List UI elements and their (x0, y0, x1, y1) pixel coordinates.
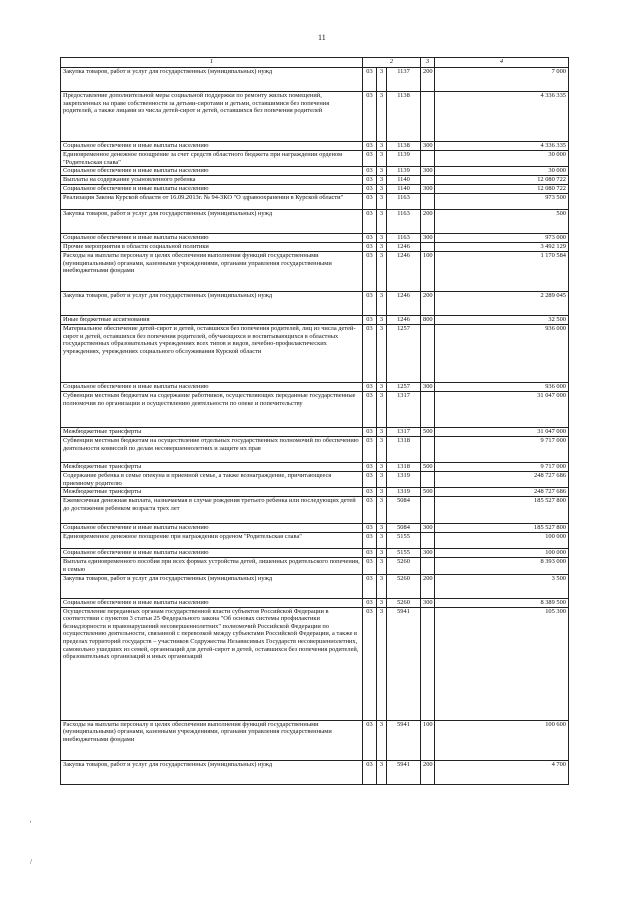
row-amount: 185 527 800 (435, 497, 569, 524)
table-row (61, 316, 569, 325)
row-amount: 936 000 (435, 383, 569, 392)
row-name: Социальное обеспечение и иные выплаты населению (61, 549, 363, 558)
table-row (61, 234, 569, 243)
row-amount: 2 289 045 (435, 292, 569, 316)
row-name: Расходы на выплаты персоналу в целях обеспечения выполнения функций государственными (муниципальными) органами, казенными учреждениями, органами управления государственными внебюджетными фондами (61, 720, 363, 760)
row-name: Расходы на выплаты персоналу в целях обеспечения выполнения функций государственными (муниципальными) органами, казенными учреждениями, органами управления государственными внебюджетными фондами (61, 252, 363, 292)
row-expense-type (421, 497, 435, 524)
row-section: 03 (363, 558, 377, 574)
table-row (61, 574, 569, 598)
row-subsection: 3 (377, 533, 387, 549)
table-row (61, 428, 569, 437)
row-target-article: 5084 (387, 524, 421, 533)
table-row (61, 524, 569, 533)
row-target-article: 5260 (387, 598, 421, 607)
row-target-article: 5155 (387, 533, 421, 549)
row-subsection: 3 (377, 252, 387, 292)
table-row (61, 92, 569, 142)
header-row (61, 58, 569, 68)
row-section: 03 (363, 574, 377, 598)
margin-mark: / (30, 858, 32, 866)
row-amount: 9 717 000 (435, 463, 569, 472)
row-amount: 8 393 000 (435, 558, 569, 574)
row-expense-type: 300 (421, 142, 435, 151)
row-amount: 7 000 (435, 68, 569, 92)
row-name: Социальное обеспечение и иные выплаты населению (61, 234, 363, 243)
row-subsection: 3 (377, 574, 387, 598)
table-row (61, 558, 569, 574)
row-section: 03 (363, 68, 377, 92)
row-expense-type (421, 243, 435, 252)
table-row (61, 185, 569, 194)
table-row (61, 176, 569, 185)
table-row (61, 392, 569, 428)
row-target-article: 1319 (387, 488, 421, 497)
row-name: Социальное обеспечение и иные выплаты населению (61, 167, 363, 176)
row-name: Осуществление переданных органам государственной власти субъектов Российской Федерации в соответствии с пунктом 3 статьи 25 Федерального закона "Об основах системы профилактики безнадзорности и правонарушений несовершеннолетних" полномочий Российской Федерации по осуществлению деятельности, связанной с перевозкой между субъектами Российской Федерации, а также в пределах территорий государств – участников Содружества Независимых Государств несовершеннолетних, самовольно ушедших из семей, организаций для детей-сирот и детей, оставшихся без попечения родителей, образовательных организаций и иных организаций (61, 607, 363, 720)
row-name: Единовременное денежное поощрение за счет средств областного бюджета при награждении орденом "Родительская слава" (61, 151, 363, 167)
row-subsection: 3 (377, 210, 387, 234)
row-section: 03 (363, 497, 377, 524)
row-section: 03 (363, 428, 377, 437)
row-expense-type: 500 (421, 463, 435, 472)
row-name: Выплата единовременного пособия при всех формах устройства детей, лишенных родительского попечения, в семью (61, 558, 363, 574)
row-target-article: 1140 (387, 185, 421, 194)
row-amount: 1 170 584 (435, 252, 569, 292)
row-target-article: 5941 (387, 607, 421, 720)
row-expense-type (421, 533, 435, 549)
row-target-article: 1317 (387, 428, 421, 437)
table-row (61, 292, 569, 316)
row-name: Закупка товаров, работ и услуг для государственных (муниципальных) нужд (61, 210, 363, 234)
row-section: 03 (363, 292, 377, 316)
table-row (61, 463, 569, 472)
table-row (61, 760, 569, 784)
row-section: 03 (363, 167, 377, 176)
row-section: 03 (363, 437, 377, 463)
row-amount: 3 492 129 (435, 243, 569, 252)
row-target-article: 1246 (387, 316, 421, 325)
row-subsection: 3 (377, 325, 387, 383)
row-amount: 3 500 (435, 574, 569, 598)
row-amount: 248 727 686 (435, 472, 569, 488)
row-amount: 185 527 800 (435, 524, 569, 533)
row-section: 03 (363, 383, 377, 392)
row-subsection: 3 (377, 524, 387, 533)
row-section: 03 (363, 392, 377, 428)
row-amount: 973 000 (435, 234, 569, 243)
row-expense-type (421, 151, 435, 167)
row-amount: 4 700 (435, 760, 569, 784)
row-name: Закупка товаров, работ и услуг для государственных (муниципальных) нужд (61, 574, 363, 598)
row-section: 03 (363, 243, 377, 252)
row-amount: 973 500 (435, 194, 569, 210)
row-name: Ежемесячная денежная выплата, назначаемая в случае рождения третьего ребенка или последующих детей до достижения ребенком возраста трех лет (61, 497, 363, 524)
row-section: 03 (363, 607, 377, 720)
row-amount: 31 047 000 (435, 392, 569, 428)
row-target-article: 1246 (387, 243, 421, 252)
row-subsection: 3 (377, 142, 387, 151)
row-name: Межбюджетные трансферты (61, 463, 363, 472)
row-subsection: 3 (377, 598, 387, 607)
row-target-article: 1318 (387, 463, 421, 472)
header-col-4: 4 (435, 58, 569, 68)
row-section: 03 (363, 524, 377, 533)
row-target-article: 1319 (387, 472, 421, 488)
row-expense-type: 200 (421, 68, 435, 92)
row-expense-type: 300 (421, 185, 435, 194)
row-target-article: 5084 (387, 497, 421, 524)
row-target-article: 1163 (387, 210, 421, 234)
table-body (61, 68, 569, 785)
row-amount: 12 080 722 (435, 176, 569, 185)
row-expense-type: 100 (421, 720, 435, 760)
table-row (61, 68, 569, 92)
row-amount: 31 047 000 (435, 428, 569, 437)
row-target-article: 5941 (387, 720, 421, 760)
row-target-article: 1140 (387, 176, 421, 185)
row-name: Прочие мероприятия в области социальной политики (61, 243, 363, 252)
row-expense-type (421, 194, 435, 210)
row-expense-type (421, 325, 435, 383)
table-row (61, 720, 569, 760)
row-name: Социальное обеспечение и иные выплаты населению (61, 142, 363, 151)
row-target-article: 1246 (387, 252, 421, 292)
row-name: Предоставление дополнительной меры социальной поддержки по ремонту жилых помещений, закрепленных на праве собственности за детьми-сиротами и детьми, оставшимися без попечения родителей, а также лицами из числа детей-сирот и детей, оставшихся без попечения родителей (61, 92, 363, 142)
row-expense-type: 200 (421, 574, 435, 598)
row-section: 03 (363, 185, 377, 194)
row-section: 03 (363, 598, 377, 607)
row-target-article: 1318 (387, 437, 421, 463)
header-col-3: 3 (421, 58, 435, 68)
row-subsection: 3 (377, 151, 387, 167)
row-target-article: 1163 (387, 194, 421, 210)
row-name: Субвенции местным бюджетам на содержание работников, осуществляющих переданные государственные полномочия по организации и осуществлению деятельности по опеке и попечительству (61, 392, 363, 428)
row-section: 03 (363, 533, 377, 549)
row-amount: 500 (435, 210, 569, 234)
table-row (61, 151, 569, 167)
row-expense-type: 300 (421, 524, 435, 533)
row-name: Материальное обеспечение детей-сирот и детей, оставшихся без попечения родителей, лиц из числа детей-сирот и детей, оставшихся без попечения родителей, обучающихся и воспитывающихся в областных государственных образовательных учреждениях всех типов и видов, лечебно-профилактических учреждениях, учреждениях социального обслуживания Курской области (61, 325, 363, 383)
margin-mark: ' (30, 820, 32, 828)
row-section: 03 (363, 210, 377, 234)
row-expense-type: 300 (421, 598, 435, 607)
table-row (61, 325, 569, 383)
row-expense-type: 200 (421, 760, 435, 784)
row-subsection: 3 (377, 760, 387, 784)
row-section: 03 (363, 463, 377, 472)
row-target-article: 1137 (387, 68, 421, 92)
row-section: 03 (363, 325, 377, 383)
row-section: 03 (363, 92, 377, 142)
row-subsection: 3 (377, 316, 387, 325)
row-expense-type (421, 92, 435, 142)
table-row (61, 252, 569, 292)
row-subsection: 3 (377, 558, 387, 574)
row-name: Межбюджетные трансферты (61, 488, 363, 497)
row-name: Социальное обеспечение и иные выплаты населению (61, 383, 363, 392)
table-row (61, 497, 569, 524)
row-amount: 4 336 335 (435, 92, 569, 142)
row-expense-type (421, 392, 435, 428)
row-section: 03 (363, 252, 377, 292)
table-row (61, 194, 569, 210)
row-amount: 100 000 (435, 533, 569, 549)
row-amount: 105 300 (435, 607, 569, 720)
row-name: Закупка товаров, работ и услуг для государственных (муниципальных) нужд (61, 68, 363, 92)
row-expense-type (421, 558, 435, 574)
table-row (61, 598, 569, 607)
row-amount: 32 500 (435, 316, 569, 325)
row-section: 03 (363, 549, 377, 558)
row-subsection: 3 (377, 392, 387, 428)
row-amount: 100 600 (435, 720, 569, 760)
row-expense-type: 800 (421, 316, 435, 325)
row-expense-type (421, 607, 435, 720)
row-name: Закупка товаров, работ и услуг для государственных (муниципальных) нужд (61, 760, 363, 784)
row-target-article: 1163 (387, 234, 421, 243)
row-target-article: 1257 (387, 383, 421, 392)
row-expense-type: 200 (421, 210, 435, 234)
row-subsection: 3 (377, 194, 387, 210)
row-subsection: 3 (377, 488, 387, 497)
row-expense-type: 300 (421, 383, 435, 392)
table-row (61, 472, 569, 488)
table-row (61, 488, 569, 497)
row-subsection: 3 (377, 497, 387, 524)
header-col-1: 1 (61, 58, 363, 68)
row-target-article: 1257 (387, 325, 421, 383)
table-row (61, 210, 569, 234)
page-number: 11 (318, 33, 326, 42)
row-amount: 12 080 722 (435, 185, 569, 194)
row-amount: 248 727 686 (435, 488, 569, 497)
row-name: Социальное обеспечение и иные выплаты населению (61, 598, 363, 607)
table-row (61, 142, 569, 151)
row-amount: 4 336 335 (435, 142, 569, 151)
row-expense-type (421, 437, 435, 463)
row-subsection: 3 (377, 176, 387, 185)
row-target-article: 1246 (387, 292, 421, 316)
row-expense-type: 300 (421, 549, 435, 558)
row-subsection: 3 (377, 549, 387, 558)
row-target-article: 5260 (387, 574, 421, 598)
row-name: Реализация Закона Курской области от 16.09.2013г. № 94-ЗКО "О здравоохранении в Курской области" (61, 194, 363, 210)
row-subsection: 3 (377, 292, 387, 316)
table-row (61, 437, 569, 463)
row-amount: 9 717 000 (435, 437, 569, 463)
table-row (61, 607, 569, 720)
row-subsection: 3 (377, 463, 387, 472)
row-expense-type: 300 (421, 167, 435, 176)
row-section: 03 (363, 316, 377, 325)
row-amount: 30 000 (435, 151, 569, 167)
row-expense-type: 100 (421, 252, 435, 292)
row-section: 03 (363, 194, 377, 210)
table-row (61, 383, 569, 392)
row-section: 03 (363, 760, 377, 784)
row-name: Содержание ребенка в семье опекуна и приемной семье, а также вознаграждение, причитающееся приемному родителю (61, 472, 363, 488)
row-subsection: 3 (377, 437, 387, 463)
row-name: Выплаты на содержание усыновленного ребенка (61, 176, 363, 185)
row-target-article: 1139 (387, 151, 421, 167)
row-target-article: 1138 (387, 142, 421, 151)
row-target-article: 1139 (387, 167, 421, 176)
row-section: 03 (363, 234, 377, 243)
row-amount: 100 000 (435, 549, 569, 558)
row-subsection: 3 (377, 428, 387, 437)
row-amount: 8 389 500 (435, 598, 569, 607)
row-subsection: 3 (377, 234, 387, 243)
row-target-article: 1138 (387, 92, 421, 142)
row-name: Межбюджетные трансферты (61, 428, 363, 437)
row-name: Социальное обеспечение и иные выплаты населению (61, 524, 363, 533)
table-row (61, 243, 569, 252)
row-subsection: 3 (377, 167, 387, 176)
row-expense-type (421, 176, 435, 185)
row-subsection: 3 (377, 720, 387, 760)
table-row (61, 549, 569, 558)
row-target-article: 5155 (387, 549, 421, 558)
row-section: 03 (363, 151, 377, 167)
row-name: Субвенции местным бюджетам на осуществление отдельных государственных полномочий по обеспечению деятельности комиссий по делам несовершеннолетних и защите их прав (61, 437, 363, 463)
row-section: 03 (363, 176, 377, 185)
row-amount: 936 000 (435, 325, 569, 383)
table-row (61, 533, 569, 549)
row-target-article: 5260 (387, 558, 421, 574)
header-col-2: 2 (363, 58, 421, 68)
row-expense-type: 500 (421, 488, 435, 497)
row-section: 03 (363, 472, 377, 488)
row-subsection: 3 (377, 472, 387, 488)
row-expense-type (421, 472, 435, 488)
row-section: 03 (363, 488, 377, 497)
row-name: Иные бюджетные ассигнования (61, 316, 363, 325)
row-subsection: 3 (377, 383, 387, 392)
row-subsection: 3 (377, 607, 387, 720)
row-target-article: 1317 (387, 392, 421, 428)
row-name: Социальное обеспечение и иные выплаты населению (61, 185, 363, 194)
row-name: Единовременное денежное поощрение при награждении орденом "Родительская слава" (61, 533, 363, 549)
table-row (61, 167, 569, 176)
row-section: 03 (363, 720, 377, 760)
row-name: Закупка товаров, работ и услуг для государственных (муниципальных) нужд (61, 292, 363, 316)
row-section: 03 (363, 142, 377, 151)
row-subsection: 3 (377, 243, 387, 252)
row-expense-type: 300 (421, 234, 435, 243)
row-subsection: 3 (377, 68, 387, 92)
row-expense-type: 200 (421, 292, 435, 316)
row-expense-type: 500 (421, 428, 435, 437)
row-amount: 30 000 (435, 167, 569, 176)
row-target-article: 5941 (387, 760, 421, 784)
budget-table (60, 57, 569, 785)
row-subsection: 3 (377, 185, 387, 194)
row-subsection: 3 (377, 92, 387, 142)
